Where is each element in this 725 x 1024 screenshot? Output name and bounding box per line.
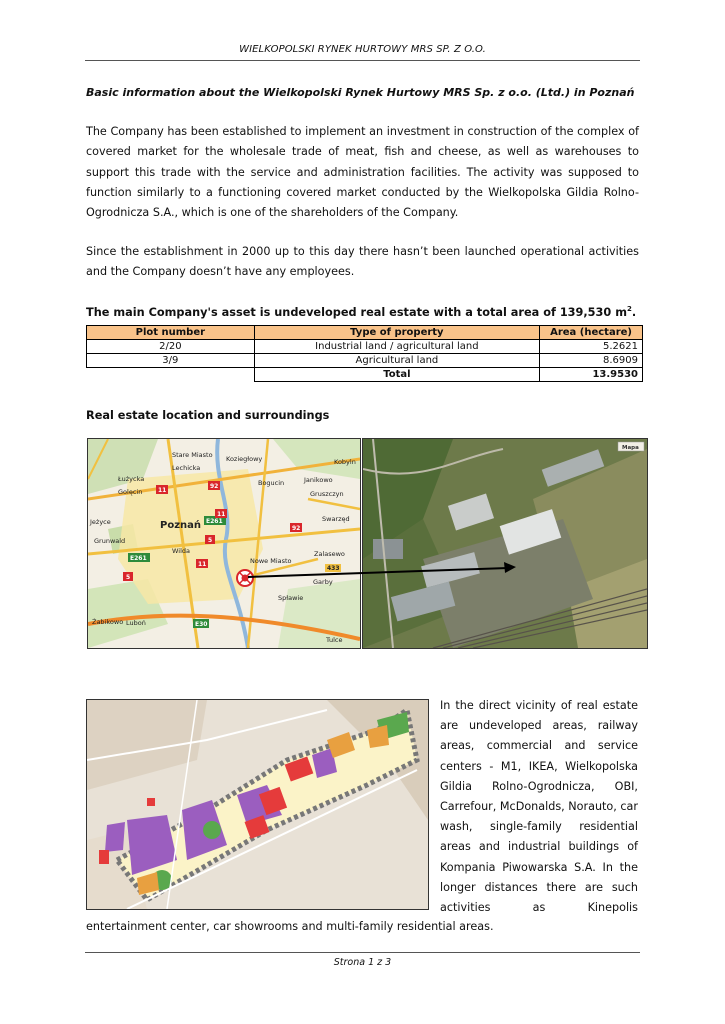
text-line: In the direct vicinity of real estate xyxy=(440,699,638,712)
page-header: WIELKOPOLSKI RYNEK HURTOWY MRS SP. Z O.O. xyxy=(239,44,486,55)
route-shield: 5 xyxy=(126,574,131,581)
map-label: Koziegłowy xyxy=(226,455,263,463)
map-label: Gruszczyn xyxy=(310,490,344,498)
map-label: Spławie xyxy=(278,594,304,602)
satellite-photo xyxy=(362,438,648,649)
route-shield: 92 xyxy=(210,483,219,490)
text-line: Carrefour, McDonalds, Norauto, car xyxy=(440,800,638,814)
map-label: Lechicka xyxy=(172,464,201,472)
table-row xyxy=(87,340,643,354)
area-cell: 8.6909 xyxy=(540,354,643,368)
text-line: centers - M1, IKEA, Wielkopolska xyxy=(440,759,638,773)
route-shield: 11 xyxy=(198,561,207,568)
surroundings-last-line: entertainment center, car showrooms and multi-family residential areas. xyxy=(86,920,494,933)
location-heading: Real estate location and surroundings xyxy=(86,409,330,422)
route-shield: E30 xyxy=(195,621,208,628)
route-shield: 11 xyxy=(158,487,167,494)
intro-paragraph-1: The Company has been established to implement an investment in construction of the complex of covered market for the wholesale trade of meat, fish and cheese, as well as warehouses to support this trade with the service and administration facilities. The activity was supposed to function similarly to a functioning covered market conducted by the Wielkopolska Gildia Rolno-Ogrodnicza S.A., which is one of the shareholders of the Company. xyxy=(86,125,639,220)
asset-heading-text: The main Company's asset is undeveloped real estate with a total area of 139,530 m xyxy=(86,305,627,319)
map-label: Garby xyxy=(313,578,333,586)
map-label: Jeżyce xyxy=(90,518,111,526)
map-label: Zalasewo xyxy=(314,550,345,558)
plot-number-cell: 3/9 xyxy=(87,354,255,368)
header-divider xyxy=(85,60,640,61)
property-type-cell: Industrial land / agricultural land xyxy=(254,340,539,354)
street-map xyxy=(87,438,361,649)
map-label: Nowe Miasto xyxy=(250,557,292,565)
map-label: Stare Miasto xyxy=(172,451,213,459)
map-label: Żabikowo xyxy=(92,618,124,626)
asset-heading-end: . xyxy=(631,305,637,319)
route-shield: 433 xyxy=(327,565,340,572)
land-use-plan-graphic xyxy=(87,700,428,909)
document-title: Basic information about the Wielkopolski Rynek Hurtowy MRS Sp. z o.o. (Ltd.) in Poznań xyxy=(86,86,635,99)
text-line: are undeveloped areas, railway xyxy=(440,719,638,733)
text-line: Gildia Rolno-Ogrodnicza, OBI, xyxy=(440,779,638,793)
map-label: Grunwald xyxy=(94,537,126,545)
text-line: activities as Kinepolis xyxy=(440,901,638,915)
table-row xyxy=(87,354,643,368)
total-value: 13.9530 xyxy=(540,368,643,382)
map-label: Bogucin xyxy=(258,479,285,487)
page-number: Strona 1 z 3 xyxy=(333,957,392,968)
photo-badge: Mapa xyxy=(622,445,639,451)
route-shield: E261 xyxy=(206,518,223,525)
table-total-row xyxy=(87,368,643,382)
route-shield: 11 xyxy=(217,511,226,518)
asset-heading xyxy=(86,299,639,323)
map-label: Luboń xyxy=(126,619,146,627)
text-line: areas and industrial buildings of xyxy=(440,840,638,854)
column-header: Plot number xyxy=(87,326,255,340)
map-label: Łużycka xyxy=(118,475,145,483)
map-label: Tulce xyxy=(326,636,343,644)
map-label: Wilda xyxy=(172,547,191,555)
empty-cell xyxy=(87,368,255,382)
route-shield: 5 xyxy=(208,537,213,544)
area-cell: 5.2621 xyxy=(540,340,643,354)
plot-number-cell: 2/20 xyxy=(87,340,255,354)
text-line: longer distances there are such xyxy=(440,880,638,894)
map-label: Swarzęd xyxy=(322,515,350,523)
map-label: Kobyln xyxy=(334,458,356,466)
footer-divider xyxy=(85,952,640,953)
text-line: wash, single-family residential xyxy=(440,820,638,834)
total-label: Total xyxy=(254,368,539,382)
column-header: Area (hectare) xyxy=(540,326,643,340)
text-line: areas, commercial and service xyxy=(440,739,638,753)
asset-heading-sup: 2 xyxy=(626,305,632,313)
city-label: Poznań xyxy=(160,520,202,531)
route-shield: 92 xyxy=(292,525,301,532)
route-shield: E261 xyxy=(130,555,147,562)
table-header-row xyxy=(87,326,643,340)
surroundings-text xyxy=(440,696,638,918)
location-arrow xyxy=(240,555,530,585)
column-header: Type of property xyxy=(254,326,539,340)
map-label: Golęcin xyxy=(118,488,143,496)
street-map-graphic xyxy=(88,439,360,648)
land-use-plan xyxy=(86,699,429,910)
property-type-cell: Agricultural land xyxy=(254,354,539,368)
asset-table xyxy=(86,325,643,382)
satellite-photo-graphic xyxy=(363,439,647,648)
map-label: Janikowo xyxy=(304,476,333,484)
text-line: Kompania Piwowarska S.A. In the xyxy=(440,860,638,874)
intro-paragraph-2: Since the establishment in 2000 up to this day there hasn’t been launched operational activities and the Company doesn’t have any employees. xyxy=(86,245,639,279)
